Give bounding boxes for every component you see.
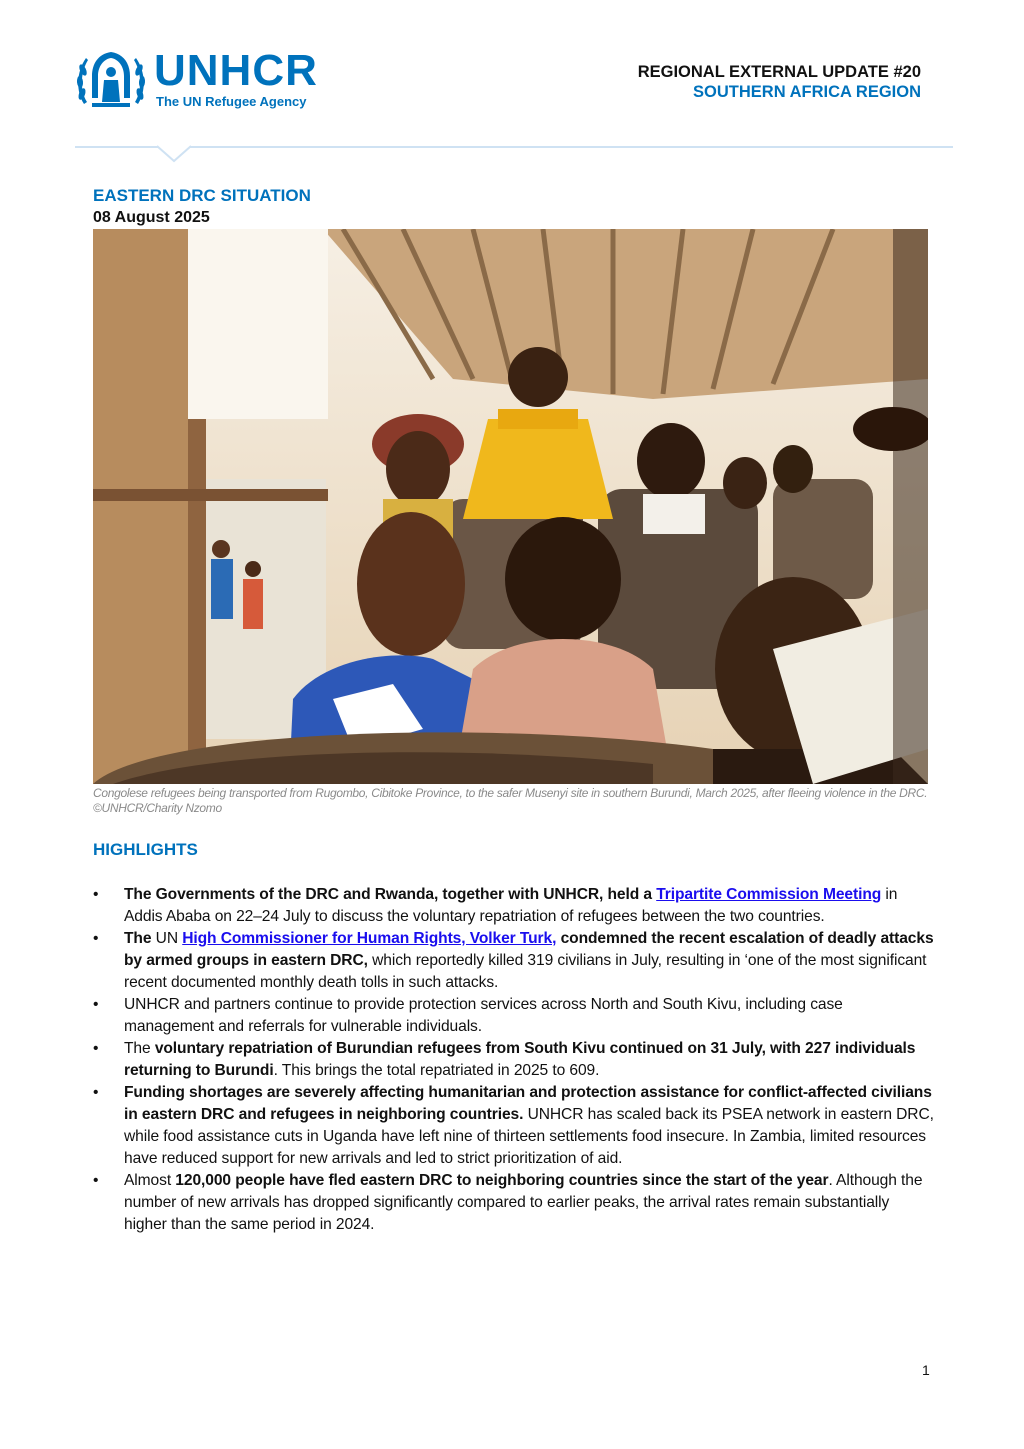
body-text: . This brings the total repatriated in 2025 to 609.	[273, 1062, 600, 1079]
body-text: UNHCR has scaled back its PSEA network in eastern DRC, while food assistance cuts in Uganda have left nine of thirteen settlements food insecure. In Zambia, limited resources have reduced support for new arrivals and led to strict prioritization of aid.	[124, 1106, 934, 1167]
bold-text: The	[124, 930, 156, 947]
list-item	[93, 928, 935, 994]
report-region: SOUTHERN AFRICA REGION	[693, 83, 921, 101]
tripartite-meeting-link[interactable]: Tripartite Commission Meeting	[656, 886, 882, 903]
header-divider	[75, 146, 953, 148]
body-text: The	[124, 1040, 155, 1057]
body-text: which reportedly killed 319 civilians in July, resulting in ‘one of the most significant recent documented monthly death tolls in such attacks.	[124, 952, 927, 991]
list-item	[93, 884, 935, 928]
report-heading	[638, 62, 921, 102]
photo-caption: Congolese refugees being transported from Rugombo, Cibitoke Province, to the safer Musenyi site in southern Burundi, March 2025, after fleeing violence in the DRC. ©UNHCR/Charity Nzomo	[93, 786, 928, 815]
body-text: UNHCR and partners continue to provide protection services across North and South Kivu, including case management and referrals for vulnerable individuals.	[124, 996, 843, 1035]
page-number: 1	[922, 1362, 930, 1378]
photo-refugees-bus-icon	[93, 229, 928, 784]
report-title: REGIONAL EXTERNAL UPDATE #20	[637, 63, 921, 81]
highlights-heading: HIGHLIGHTS	[93, 840, 198, 859]
bold-text: Funding shortages are severely affecting humanitarian and protection assistance for conflict-affected civilians in eastern DRC and refugees in neighboring countries.	[124, 1084, 932, 1123]
unhcr-logo	[74, 46, 344, 114]
body-text: Almost	[124, 1172, 176, 1189]
bullet-icon: •	[93, 886, 99, 903]
unhcr-emblem-icon	[74, 46, 148, 114]
highlights-list	[93, 884, 935, 1236]
bullet-icon: •	[93, 996, 99, 1013]
situation-title: EASTERN DRC SITUATION	[93, 186, 311, 205]
bold-text: The Governments of the DRC and Rwanda, together with UNHCR, held a	[124, 886, 657, 903]
bullet-icon: •	[93, 1084, 99, 1101]
bold-text: voluntary repatriation of Burundian refugees from South Kivu continued on 31 July, with 227 individuals returning to Burundi	[124, 1040, 916, 1079]
cover-photo	[93, 229, 928, 784]
divider-notch-icon	[157, 145, 191, 163]
body-text: in Addis Ababa on 22–24 July to discuss the voluntary repatriation of refugees between the two countries.	[124, 886, 898, 925]
bullet-icon: •	[93, 1040, 99, 1057]
bullet-icon: •	[93, 930, 99, 947]
logo-tagline: The UN Refugee Agency	[156, 94, 307, 109]
body-text: . Although the number of new arrivals has dropped significantly compared to earlier peaks, the arrival rates remain substantially higher than the same period in 2024.	[124, 1172, 923, 1233]
update-date: 08 August 2025	[93, 209, 210, 226]
list-item	[93, 1170, 935, 1236]
list-item	[93, 1082, 935, 1170]
list-item	[93, 1038, 935, 1082]
list-item	[93, 994, 935, 1038]
bullet-icon: •	[93, 1172, 99, 1189]
body-text: UN	[155, 930, 183, 947]
bold-text: condemned the recent escalation of deadly attacks by armed groups in eastern DRC,	[124, 930, 934, 969]
bold-text: 120,000 people have fled eastern DRC to neighboring countries since the start of the year	[175, 1172, 829, 1189]
high-commissioner-link[interactable]: High Commissioner for Human Rights, Volker Turk,	[182, 930, 557, 947]
logo-wordmark: UNHCR	[154, 46, 318, 95]
